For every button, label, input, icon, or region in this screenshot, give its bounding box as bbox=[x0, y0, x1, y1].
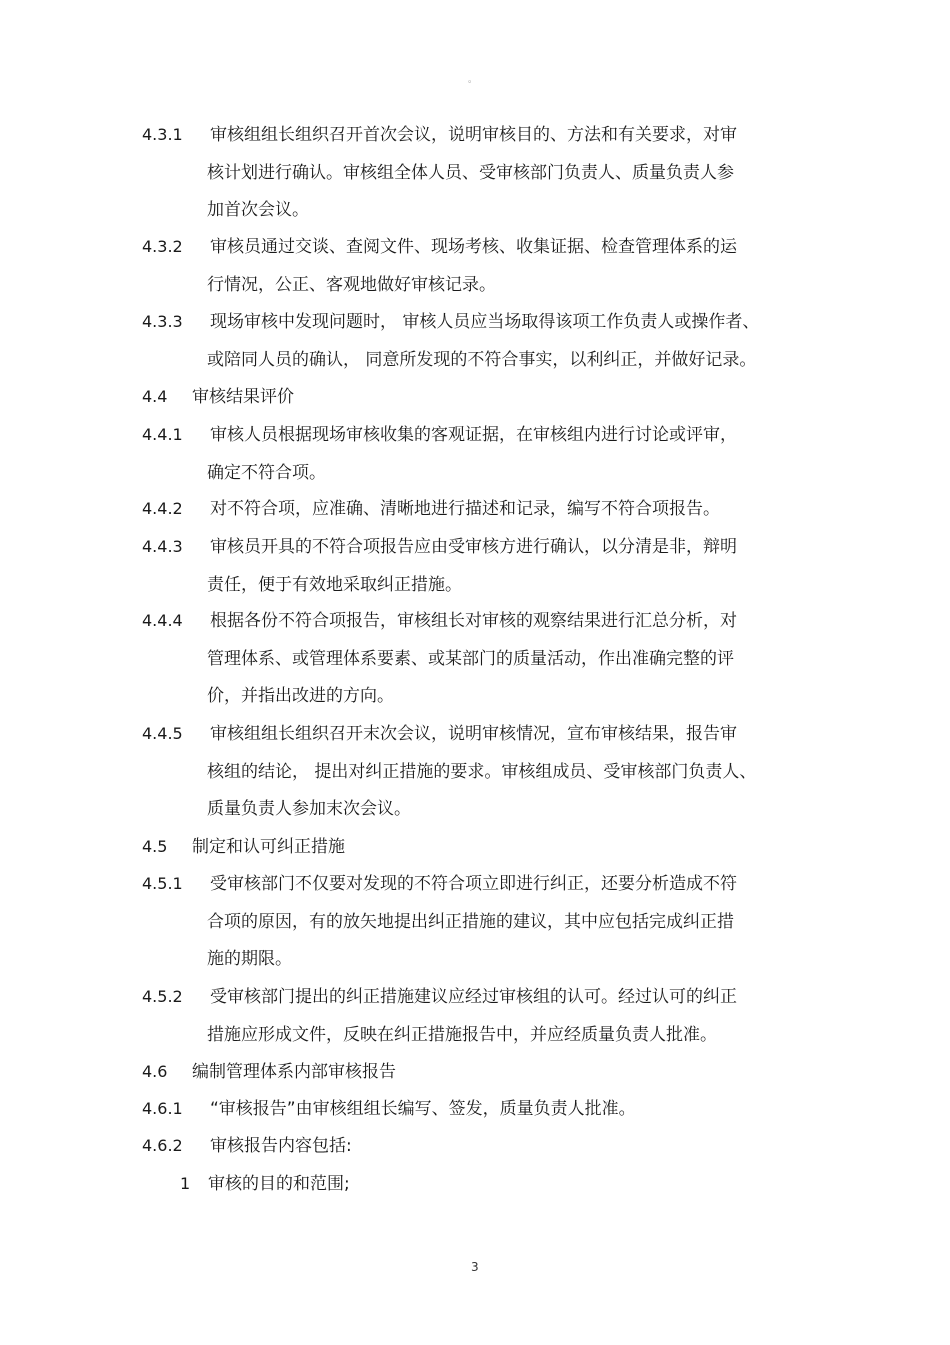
section-text-line: 行情况，公正、客观地做好审核记录。 bbox=[207, 274, 496, 295]
section-text-line: 核组的结论， 提出对纠正措施的要求。审核组成员、受审核部门负责人、 bbox=[207, 761, 757, 782]
section-text-line: 审核报告内容包括: bbox=[210, 1136, 352, 1156]
section-text-line: 受审核部门不仅要对发现的不符合项立即进行纠正，还要分析造成不符 bbox=[210, 874, 737, 894]
section-text-line: 对不符合项，应准确、清晰地进行描述和记录，编写不符合项报告。 bbox=[210, 499, 720, 519]
section-number: 1 bbox=[180, 1174, 191, 1193]
section-number: 4.5.2 bbox=[142, 987, 183, 1006]
section-number: 4.5 bbox=[142, 837, 168, 856]
section-text-line: 审核员通过交谈、查阅文件、现场考核、收集证据、检查管理体系的运 bbox=[210, 237, 737, 257]
section-text-line: 编制管理体系内部审核报告 bbox=[192, 1062, 396, 1082]
section-number: 4.3.3 bbox=[142, 312, 183, 331]
section-number: 4.4.5 bbox=[142, 724, 183, 743]
section-number: 4.4 bbox=[142, 387, 168, 406]
section-text-line: 价，并指出改进的方向。 bbox=[207, 686, 394, 707]
section-text-line: 责任，便于有效地采取纠正措施。 bbox=[207, 574, 462, 595]
header-mark: 。 bbox=[468, 75, 478, 85]
section-text-line: 根据各份不符合项报告，审核组长对审核的观察结果进行汇总分析，对 bbox=[210, 611, 737, 631]
section-text-line: 审核组组长组织召开首次会议，说明审核目的、方法和有关要求，对审 bbox=[210, 125, 737, 145]
section-text-line: 或陪同人员的确认， 同意所发现的不符合事实，以利纠正，并做好记录。 bbox=[207, 349, 757, 370]
section-number: 4.4.1 bbox=[142, 425, 183, 444]
section-text-line: 受审核部门提出的纠正措施建议应经过审核组的认可。经过认可的纠正 bbox=[210, 987, 737, 1007]
section-text-line: 制定和认可纠正措施 bbox=[192, 837, 345, 857]
section-number: 4.4.2 bbox=[142, 499, 183, 518]
section-text-line: 现场审核中发现问题时， 审核人员应当场取得该项工作负责人或操作者、 bbox=[210, 312, 760, 332]
section-text-line: 审核人员根据现场审核收集的客观证据，在审核组内进行讨论或评审， bbox=[210, 425, 737, 445]
section-text-line: 管理体系、或管理体系要素、或某部门的质量活动，作出准确完整的评 bbox=[207, 648, 734, 669]
section-number: 4.3.1 bbox=[142, 125, 183, 144]
section-text-line: 审核的目的和范围; bbox=[208, 1174, 350, 1194]
section-text-line: “审核报告”由审核组组长编写、签发，质量负责人批准。 bbox=[210, 1099, 636, 1119]
section-number: 4.6.2 bbox=[142, 1136, 183, 1155]
section-text-line: 加首次会议。 bbox=[207, 200, 309, 221]
section-number: 4.6 bbox=[142, 1062, 168, 1081]
section-text-line: 施的期限。 bbox=[207, 949, 292, 970]
section-number: 4.4.4 bbox=[142, 611, 183, 630]
section-text-line: 核计划进行确认。审核组全体人员、受审核部门负责人、质量负责人参 bbox=[207, 162, 734, 183]
section-number: 4.3.2 bbox=[142, 237, 183, 256]
section-number: 4.6.1 bbox=[142, 1099, 183, 1118]
section-text-line: 审核员开具的不符合项报告应由受审核方进行确认，以分清是非，辩明 bbox=[210, 537, 737, 557]
page-number: 3 bbox=[471, 1260, 479, 1274]
section-text-line: 确定不符合项。 bbox=[207, 462, 326, 483]
section-text-line: 措施应形成文件，反映在纠正措施报告中，并应经质量负责人批准。 bbox=[207, 1024, 717, 1045]
section-text-line: 质量负责人参加末次会议。 bbox=[207, 799, 411, 820]
section-text-line: 审核组组长组织召开末次会议，说明审核情况，宣布审核结果，报告审 bbox=[210, 724, 737, 744]
section-number: 4.5.1 bbox=[142, 874, 183, 893]
section-text-line: 合项的原因，有的放矢地提出纠正措施的建议，其中应包括完成纠正措 bbox=[207, 911, 734, 932]
section-number: 4.4.3 bbox=[142, 537, 183, 556]
section-text-line: 审核结果评价 bbox=[192, 387, 294, 407]
